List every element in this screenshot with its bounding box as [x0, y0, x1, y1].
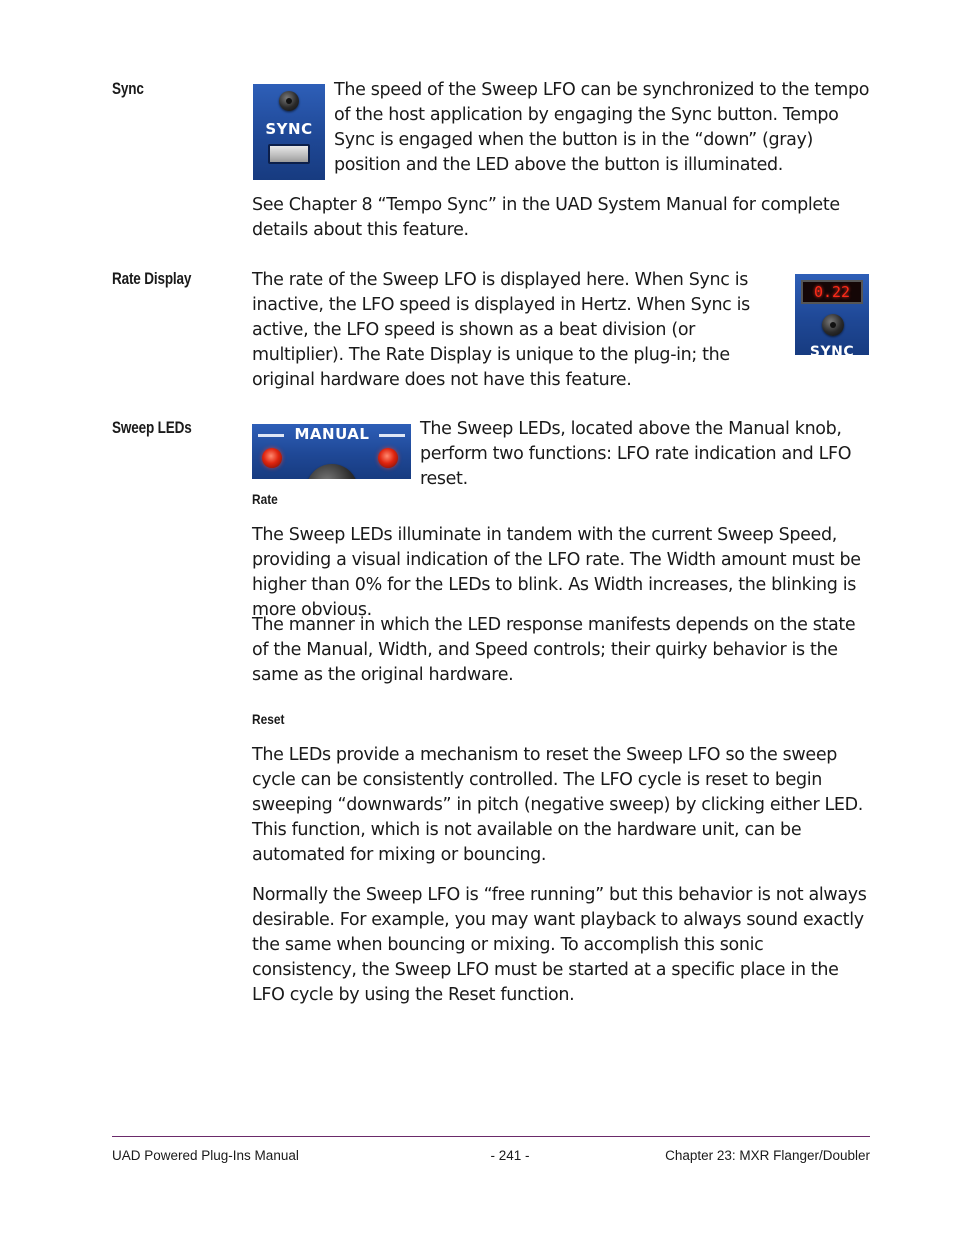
rate-display-image — [795, 274, 869, 355]
footer-rule — [112, 1136, 870, 1137]
sync-panel-label: SYNC — [265, 120, 313, 138]
sync-button-image — [253, 84, 325, 180]
rate-led-display: 0.22 — [801, 280, 863, 304]
subheading-reset: Reset — [252, 711, 285, 727]
rate-display-paragraph: The rate of the Sweep LFO is displayed here. When Sync is inactive, the LFO speed is displayed in Hertz. When Sync is active, the LFO speed is shown as a beat division (or multiplier). The Rate Display is unique to the plug-in; the original hardware does not have this feature. — [252, 270, 750, 390]
manual-label-rule-right — [379, 434, 405, 437]
rate-knob — [822, 314, 844, 336]
footer-chapter-title: Chapter 23: MXR Flanger/Doubler — [665, 1148, 870, 1163]
manual-panel-label: MANUAL — [294, 425, 370, 443]
manual-knob — [306, 464, 358, 479]
sweep-leds-intro: The Sweep LEDs, located above the Manual knob, perform two functions: LFO rate indication and LFO reset. — [420, 419, 852, 489]
manual-label-rule-left — [258, 434, 284, 437]
subheading-rate: Rate — [252, 491, 278, 507]
reset-paragraph-1: The LEDs provide a mechanism to reset the Sweep LFO so the sweep cycle can be consistently controlled. The LFO cycle is reset to begin sweeping “downwards” in pitch (negative sweep) by clicking either LED. This function, which is not available on the hardware unit, can be automated for mixing or bouncing. — [252, 745, 863, 865]
sweep-leds-image — [252, 424, 411, 479]
sync-paragraph-2: See Chapter 8 “Tempo Sync” in the UAD System Manual for complete details about this feature. — [252, 195, 840, 240]
sync-button — [268, 144, 310, 164]
sweep-led-left-icon — [262, 448, 282, 468]
footer-page-number: - 241 - — [490, 1148, 530, 1163]
reset-paragraph-2: Normally the Sweep LFO is “free running” but this behavior is not always desirable. For example, you may want playback to always sound exactly the same when bouncing or mixing. To accomplish this sonic consistency, the Sweep LFO must be started at a specific place in the LFO cycle by using the Reset function. — [252, 885, 867, 1005]
rate-panel-label: SYNC — [809, 344, 855, 355]
sync-paragraph-1: The speed of the Sweep LFO can be synchronized to the tempo of the host application by engaging the Sync button. Tempo Sync is engaged when the button is in the “down” (gray) position and the LED above the button is illuminated. — [334, 80, 870, 175]
section-heading-sync: Sync — [112, 80, 144, 98]
section-heading-sweep-leds: Sweep LEDs — [112, 419, 192, 437]
sweep-led-right-icon — [378, 448, 398, 468]
rate-paragraph-2: The manner in which the LED response manifests depends on the state of the Manual, Width, and Speed controls; their quirky behavior is the same as the original hardware. — [252, 615, 856, 685]
rate-paragraph-1: The Sweep LEDs illuminate in tandem with the current Sweep Speed, providing a visual indication of the LFO rate. The Width amount must be higher than 0% for the LEDs to blink. As Width increases, the blinking is more obvious. — [252, 525, 861, 620]
section-heading-rate-display: Rate Display — [112, 270, 192, 288]
footer-manual-title: UAD Powered Plug-Ins Manual — [112, 1148, 299, 1163]
sync-led-knob — [279, 91, 299, 111]
